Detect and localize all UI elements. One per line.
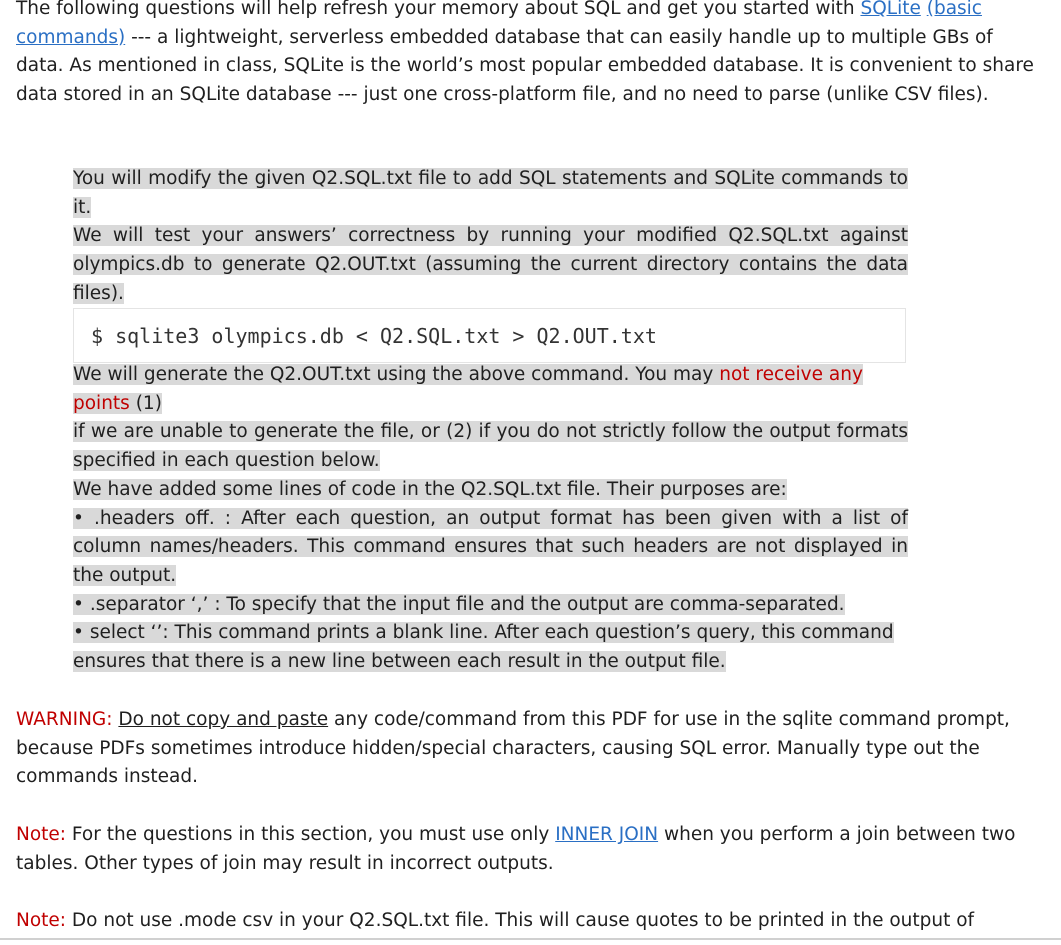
page-bottom-divider — [0, 938, 1061, 940]
sqlite-link[interactable]: SQLite — [860, 0, 921, 19]
bullet-separator-text: .separator ‘,’ : To specify that the input file and the output are comma-separated. — [89, 593, 845, 615]
intro-text-2: --- a lightweight, serverless embedded database that can easily handle up to multiple GBs of data. As mentioned in class, SQLite is the world’s most popular embedded database. It is convenient to share data stored in an SQLite database --- just one cross-platform file, and no need to parse (unlike CSV files). — [16, 26, 1034, 106]
bullet-icon: • — [73, 622, 84, 644]
note-inner-join — [16, 821, 1046, 878]
note-mode-csv-text: Do not use .mode csv in your Q2.SQL.txt file. This will cause quotes to be printed in the output of — [66, 910, 975, 931]
inner-join-link[interactable]: INNER JOIN — [555, 824, 659, 845]
note-label: Note: — [16, 910, 67, 931]
purposes-text: We have added some lines of code in the Q2.SQL.txt file. Their purposes are: — [73, 478, 787, 500]
command-example: $ sqlite3 olympics.db < Q2.SQL.txt > Q2.OUT.txt — [73, 308, 906, 363]
instructions-box-1 — [73, 165, 908, 309]
purposes-line — [73, 476, 908, 505]
note-label: Note: — [16, 824, 67, 845]
intro-paragraph — [16, 0, 1046, 110]
note-inner-join-text-2: when you perform a join between two tables. Other types of join may result in incorrect outputs. — [16, 824, 1016, 874]
test-instruction — [73, 222, 908, 308]
generate-text: We will generate the Q2.OUT.txt using the above command. You may — [73, 364, 720, 385]
modify-instruction-text: You will modify the given Q2.SQL.txt file to add SQL statements and SQLite commands to it. — [73, 168, 908, 218]
warning-text: any code/command from this PDF for use in the sqlite command prompt, because PDFs sometimes introduce hidden/special characters, causing SQL error. Manually type out the commands instead. — [16, 709, 1010, 788]
intro-text-1: The following questions will help refresh your memory about SQL and get you started with — [16, 0, 861, 19]
bullet-headers-off-text: .headers off. : After each question, an output format has been given with a list of column names/headers. This command ensures that such headers are not displayed in the output. — [73, 507, 908, 586]
no-points-warning: not receive any points — [73, 364, 863, 414]
bullet-headers-off — [73, 505, 908, 591]
conditions-text: if we are unable to generate the file, or (2) if you do not strictly follow the output formats specified in each question below. — [73, 421, 908, 472]
bullet-select — [73, 619, 908, 676]
generate-line — [73, 361, 908, 418]
bullet-select-text: select ‘’: This command prints a blank line. After each question’s query, this command ensures that there is a new line between each result in the output file. — [73, 622, 894, 673]
conditions-line — [73, 418, 908, 475]
warning-label: WARNING: — [16, 709, 113, 730]
do-not-copy-text: Do not copy and paste — [118, 709, 329, 730]
instructions-box-2 — [73, 361, 908, 677]
warning-paragraph — [16, 706, 1046, 792]
note-inner-join-text-1: For the questions in this section, you must use only — [66, 824, 556, 845]
bullet-icon: • — [73, 593, 84, 615]
bullet-icon: • — [73, 507, 84, 529]
test-instruction-text: We will test your answers’ correctness by running your modified Q2.SQL.txt against olympics.db to generate Q2.OUT.txt (assuming the current directory contains the data files). — [73, 225, 908, 304]
condition-1-label: (1) — [129, 392, 162, 414]
modify-instruction — [73, 165, 908, 222]
note-mode-csv — [16, 907, 1046, 936]
basic-commands-link[interactable]: (basic commands) — [16, 0, 982, 48]
bullet-separator — [73, 591, 908, 620]
